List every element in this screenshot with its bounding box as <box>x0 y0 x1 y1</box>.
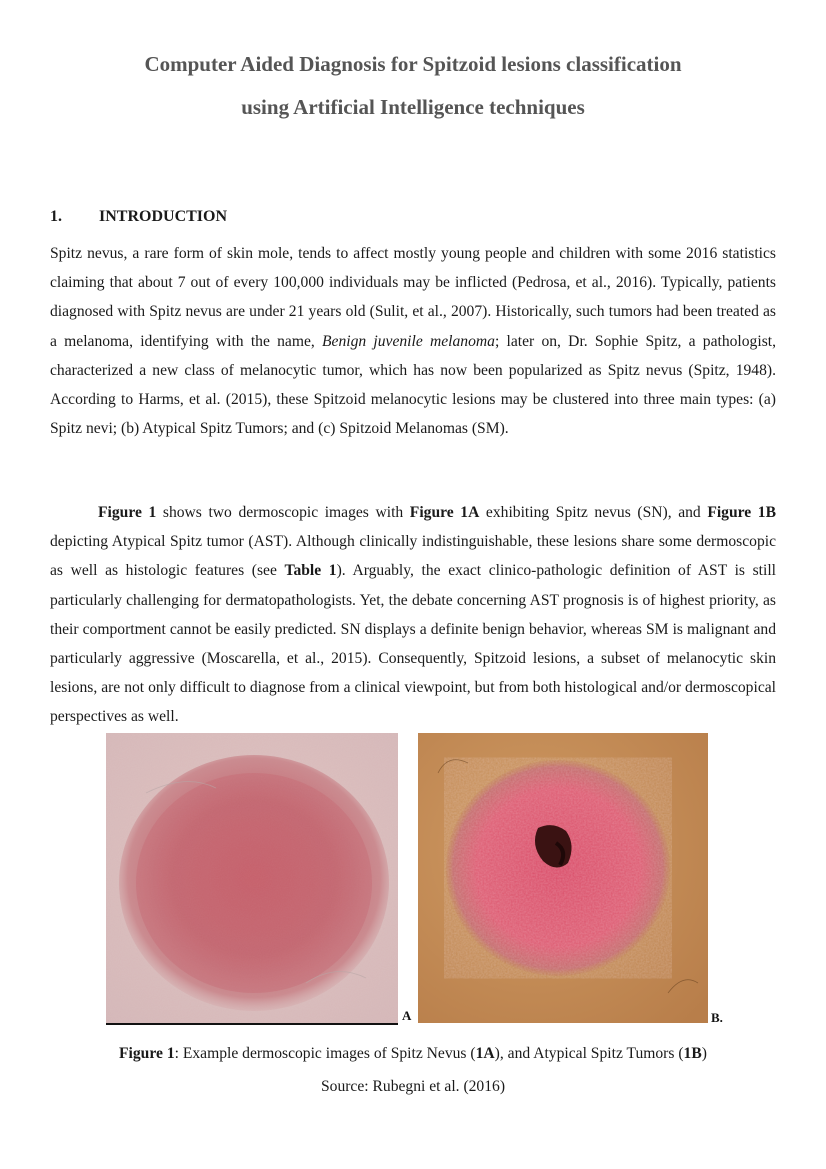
figure-1 <box>100 733 730 1028</box>
section-title: INTRODUCTION <box>99 208 228 225</box>
caption-ref: 1A <box>475 1045 495 1062</box>
paragraph-text: Spitz nevus, a rare form of skin mole, tends to affect mostly young people and children with some 2016 statistics claiming that about 7 out of every 100,000 individuals may be inflicted (Pedrosa, et al., 2016). Typically, patients diagnosed with Spitz nevus are under 21 years old (Sulit, et al., 2007). Historically, such tumors had been treated as a melanoma, identifying with the name, <box>50 245 776 350</box>
dermoscopic-image-spitz-nevus <box>106 733 398 1025</box>
paragraph-text: exhibiting Spitz nevus (SN), and <box>479 504 708 521</box>
section-number: 1. <box>50 208 62 225</box>
figure-ref: Figure 1B <box>707 504 776 521</box>
paper-title-line-1: Computer Aided Diagnosis for Spitzoid lesions classification <box>144 52 682 76</box>
caption-figure-label: Figure 1 <box>119 1045 175 1062</box>
intro-paragraph-2 <box>50 498 776 732</box>
paper-title-line-2: using Artificial Intelligence techniques <box>241 95 585 119</box>
paragraph-text: ; later on, Dr. Sophie Spitz, a pathologist, characterized a new class of melanocytic tumor, which has now been popularized as Spitz nevus (Spitz, 1948). According to Harms, et al. (2015), these Spitzoid melanocytic lesions may be clustered into three main types: (a) Spitz nevi; (b) Atypical Spitz Tumors; and (c) Spitzoid Melanomas (SM). <box>50 332 776 438</box>
table-ref: Table 1 <box>284 562 337 580</box>
paragraph-text: depicting Atypical Spitz tumor (AST). Although clinically indistinguishable, these lesions share some dermoscopic as well as histologic features (see <box>50 533 776 580</box>
caption-ref: 1B <box>683 1045 702 1062</box>
caption-text: : Example dermoscopic images of Spitz Nevus ( <box>174 1045 476 1062</box>
panel-label-b: B. <box>711 1010 723 1025</box>
figure-ref: Figure 1 <box>98 504 157 521</box>
panel-label-a: A <box>402 1008 412 1023</box>
caption-text: ) <box>701 1045 707 1062</box>
section-heading <box>50 208 227 226</box>
figure-source: Source: Rubegni et al. (2016) <box>320 1078 506 1095</box>
caption-text: ), and Atypical Spitz Tumors ( <box>494 1045 684 1062</box>
paragraph-text: ). Arguably, the exact clinico-pathologic definition of AST is still particularly challenging for dermatopathologists. Yet, the debate concerning AST prognosis is of highest priority, as their comportment cannot be easily predicted. SN displays a definite benign behavior, whereas SM is malignant and particularly aggressive (Moscarella, et al., 2015). Consequently, Spitzoid lesions, a subset of melanocytic skin lesions, are not only difficult to diagnose from a clinical viewpoint, but from both histological and/or dermoscopical perspectives as well. <box>50 562 776 726</box>
figure-caption <box>0 1045 826 1063</box>
intro-paragraph-1 <box>50 239 776 443</box>
figure-ref: Figure 1A <box>409 504 480 521</box>
paragraph-text: shows two dermoscopic images with <box>156 504 410 521</box>
dermoscopic-image-atypical-spitz-tumor <box>418 733 708 1023</box>
italic-term: Benign juvenile melanoma <box>322 332 495 350</box>
